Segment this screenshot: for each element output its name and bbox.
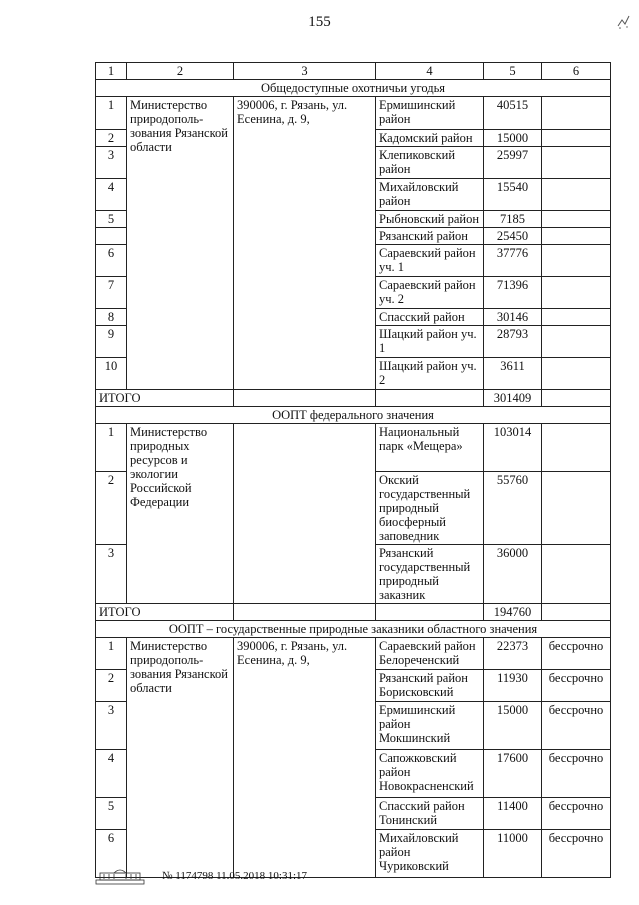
owner-address: 390006, г. Рязань, ул. Есенина, д. 9, (234, 638, 376, 878)
territory-name: Спасский район (376, 309, 484, 326)
territory-name: Окский государственный природный биосферный заповедник (376, 472, 484, 545)
column-number-header: 1 (96, 63, 127, 80)
total-value: 301409 (484, 390, 542, 407)
territory-name: Рыбновский район (376, 211, 484, 228)
empty-cell (234, 390, 376, 407)
section-title-row (96, 621, 611, 638)
row-number: 2 (96, 472, 127, 545)
document-number: № 1174798 11.05.2018 10:31:17 (162, 870, 308, 882)
territory-area: 7185 (484, 211, 542, 228)
territory-name: Спасский район Тонинский (376, 798, 484, 830)
column-number-header: 3 (234, 63, 376, 80)
territory-area: 15000 (484, 130, 542, 147)
term: бессрочно (542, 702, 611, 750)
document-footer (92, 866, 307, 886)
total-value: 194760 (484, 604, 542, 621)
term: бессрочно (542, 638, 611, 670)
row-number: 1 (96, 638, 127, 670)
territory-area: 36000 (484, 545, 542, 604)
column-number-header: 4 (376, 63, 484, 80)
term (542, 245, 611, 277)
government-building-logo (92, 867, 148, 885)
territory-name: Ермишинский район (376, 97, 484, 130)
owner-name: Министерство природных ресурсов и экологии Российской Федерации (127, 424, 234, 604)
territory-area: 25997 (484, 147, 542, 179)
total-row (96, 604, 611, 621)
term: бессрочно (542, 830, 611, 878)
territory-name: Рязанский район Борисковский (376, 670, 484, 702)
row-number: 3 (96, 147, 127, 179)
table-header-row (96, 63, 611, 80)
total-label: ИТОГО (96, 604, 234, 621)
territory-area: 15000 (484, 702, 542, 750)
term (542, 545, 611, 604)
term: бессрочно (542, 798, 611, 830)
territory-area: 17600 (484, 750, 542, 798)
table-row (96, 97, 611, 130)
term (542, 130, 611, 147)
empty-cell (234, 604, 376, 621)
owner-address: 390006, г. Рязань, ул. Есенина, д. 9, (234, 97, 376, 390)
term (542, 179, 611, 211)
territory-name: Сапожковский район Новокрасненский (376, 750, 484, 798)
row-number (96, 228, 127, 245)
territory-area: 103014 (484, 424, 542, 472)
row-number: 1 (96, 97, 127, 130)
territory-area: 55760 (484, 472, 542, 545)
term: бессрочно (542, 750, 611, 798)
column-number-header: 2 (127, 63, 234, 80)
corner-mark-icon (612, 10, 634, 32)
territory-name: Сараевский район уч. 2 (376, 277, 484, 309)
term: бессрочно (542, 670, 611, 702)
row-number: 5 (96, 211, 127, 228)
row-number: 1 (96, 424, 127, 472)
territory-name: Ермишинский район Мокшинский (376, 702, 484, 750)
empty-cell (376, 604, 484, 621)
owner-address (234, 424, 376, 604)
territory-name: Сараевский район Белореченский (376, 638, 484, 670)
territory-area: 30146 (484, 309, 542, 326)
section-title-row (96, 407, 611, 424)
term (542, 211, 611, 228)
row-number: 10 (96, 358, 127, 390)
row-number: 6 (96, 245, 127, 277)
row-number: 7 (96, 277, 127, 309)
territory-name: Национальный парк «Мещера» (376, 424, 484, 472)
row-number: 9 (96, 326, 127, 358)
territory-area: 22373 (484, 638, 542, 670)
row-number: 3 (96, 702, 127, 750)
territory-name: Михайловский район (376, 179, 484, 211)
territory-area: 28793 (484, 326, 542, 358)
total-row (96, 390, 611, 407)
page-number: 155 (308, 14, 331, 30)
territory-area: 40515 (484, 97, 542, 130)
term (542, 309, 611, 326)
territory-area: 37776 (484, 245, 542, 277)
term (542, 277, 611, 309)
term (542, 326, 611, 358)
section-title: ООПТ – государственные природные заказники областного значения (96, 621, 611, 638)
term (542, 228, 611, 245)
territory-name: Шацкий район уч. 2 (376, 358, 484, 390)
row-number: 2 (96, 130, 127, 147)
term (542, 97, 611, 130)
empty-cell (376, 390, 484, 407)
empty-cell (542, 390, 611, 407)
row-number: 6 (96, 830, 127, 878)
row-number: 3 (96, 545, 127, 604)
row-number: 8 (96, 309, 127, 326)
row-number: 5 (96, 798, 127, 830)
territory-area: 11930 (484, 670, 542, 702)
section-title-row (96, 80, 611, 97)
territory-name: Рязанский государственный природный заказник (376, 545, 484, 604)
section-title: ООПТ федерального значения (96, 407, 611, 424)
term (542, 147, 611, 179)
column-number-header: 6 (542, 63, 611, 80)
owner-name: Министерство природополь-зования Рязанской области (127, 638, 234, 878)
empty-cell (542, 604, 611, 621)
territory-name: Михайловский район Чуриковский (376, 830, 484, 878)
owner-name: Министерство природополь-зования Рязанской области (127, 97, 234, 390)
territory-area: 15540 (484, 179, 542, 211)
territory-name: Шацкий район уч. 1 (376, 326, 484, 358)
territory-name: Клепиковский район (376, 147, 484, 179)
term (542, 472, 611, 545)
total-label: ИТОГО (96, 390, 234, 407)
territory-area: 11400 (484, 798, 542, 830)
territory-area: 3611 (484, 358, 542, 390)
land-table (95, 62, 611, 878)
territory-name: Сараевский район уч. 1 (376, 245, 484, 277)
territory-area: 11000 (484, 830, 542, 878)
row-number: 4 (96, 750, 127, 798)
row-number: 4 (96, 179, 127, 211)
territory-name: Кадомский район (376, 130, 484, 147)
territory-name: Рязанский район (376, 228, 484, 245)
term (542, 424, 611, 472)
table-row (96, 638, 611, 670)
territory-area: 71396 (484, 277, 542, 309)
section-title: Общедоступные охотничьи угодья (96, 80, 611, 97)
term (542, 358, 611, 390)
table-row (96, 424, 611, 472)
territory-area: 25450 (484, 228, 542, 245)
column-number-header: 5 (484, 63, 542, 80)
row-number: 2 (96, 670, 127, 702)
